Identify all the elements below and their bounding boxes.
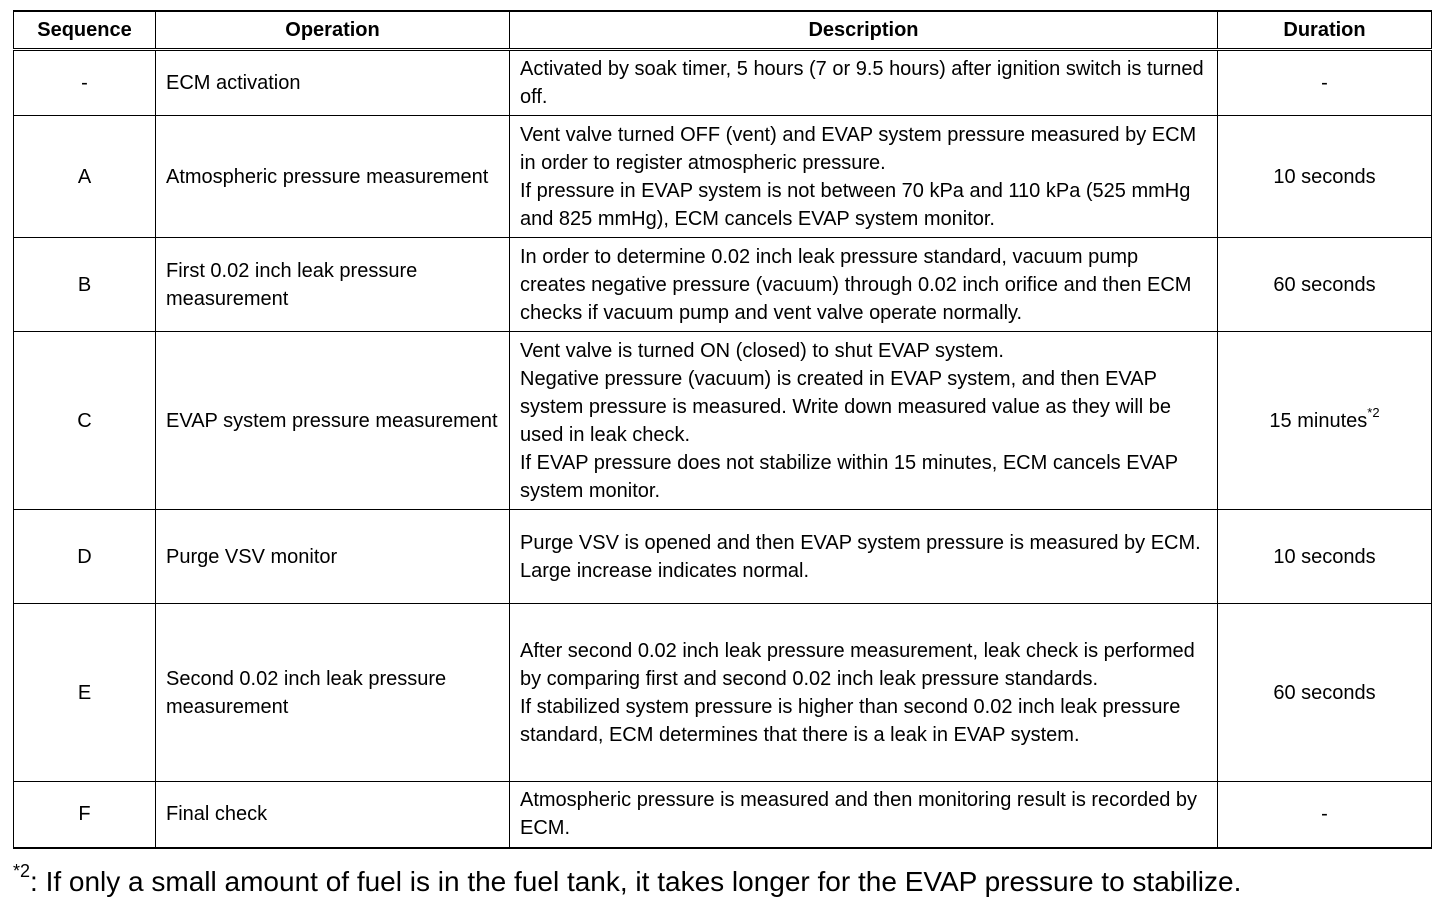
cell-description xyxy=(510,604,1218,782)
description-paragraph: In order to determine 0.02 inch leak pressure standard, vacuum pump creates negative pressure (vacuum) through 0.02 inch orifice and then ECM checks if vacuum pump and vent valve operate normally. xyxy=(520,245,1192,324)
table-row xyxy=(14,604,1432,782)
description-paragraph: If pressure in EVAP system is not between 70 kPa and 110 kPa (525 mmHg and 825 mmHg), ECM cancels EVAP system monitor. xyxy=(520,179,1191,230)
footnote-marker: *2 xyxy=(13,860,31,881)
cell-sequence: D xyxy=(14,510,156,604)
cell-operation: Final check xyxy=(156,782,510,848)
cell-sequence: A xyxy=(14,116,156,238)
cell-sequence: B xyxy=(14,238,156,332)
duration-value: - xyxy=(1321,803,1328,826)
cell-sequence: C xyxy=(14,332,156,510)
table-row xyxy=(14,510,1432,604)
duration-value: 60 seconds xyxy=(1273,681,1376,704)
cell-description xyxy=(510,50,1218,116)
table-row xyxy=(14,50,1432,116)
description-paragraph: Negative pressure (vacuum) is created in EVAP system, and then EVAP system pressure is measured. Write down measured value as they will be used in leak check. xyxy=(520,367,1172,446)
cell-operation: Purge VSV monitor xyxy=(156,510,510,604)
description-paragraph: If stabilized system pressure is higher than second 0.02 inch leak pressure standard, ECM determines that there is a leak in EVAP system. xyxy=(520,695,1181,746)
duration-footnote-ref: *2 xyxy=(1367,404,1380,420)
cell-description xyxy=(510,782,1218,848)
cell-sequence: F xyxy=(14,782,156,848)
description-paragraph: After second 0.02 inch leak pressure measurement, leak check is performed by comparing first and second 0.02 inch leak pressure standards. xyxy=(520,639,1195,690)
footnote-text: : If only a small amount of fuel is in the fuel tank, it takes longer for the EVAP pressure to stabilize. xyxy=(30,866,1242,897)
duration-value: 15 minutes xyxy=(1269,409,1368,432)
table-row xyxy=(14,238,1432,332)
table-row xyxy=(14,332,1432,510)
header-description: Description xyxy=(510,11,1218,50)
description-paragraph: Activated by soak timer, 5 hours (7 or 9.5 hours) after ignition switch is turned off. xyxy=(520,58,1204,108)
duration-value: 10 seconds xyxy=(1273,165,1376,188)
description-paragraph: Large increase indicates normal. xyxy=(520,559,810,582)
evap-monitor-table xyxy=(13,10,1432,849)
duration-value: 60 seconds xyxy=(1273,273,1376,296)
cell-operation: EVAP system pressure measurement xyxy=(156,332,510,510)
cell-description xyxy=(510,238,1218,332)
cell-description xyxy=(510,332,1218,510)
cell-description xyxy=(510,116,1218,238)
description-paragraph: Vent valve is turned ON (closed) to shut EVAP system. xyxy=(520,339,1004,362)
cell-duration xyxy=(1218,782,1432,848)
header-sequence: Sequence xyxy=(14,11,156,50)
cell-duration xyxy=(1218,116,1432,238)
cell-sequence: E xyxy=(14,604,156,782)
cell-sequence: - xyxy=(14,50,156,116)
cell-duration xyxy=(1218,510,1432,604)
cell-operation: First 0.02 inch leak pressure measurement xyxy=(156,238,510,332)
cell-duration xyxy=(1218,50,1432,116)
description-paragraph: If EVAP pressure does not stabilize within 15 minutes, ECM cancels EVAP system monitor. xyxy=(520,451,1178,502)
duration-value: 10 seconds xyxy=(1273,545,1376,568)
description-paragraph: Vent valve turned OFF (vent) and EVAP system pressure measured by ECM in order to register atmospheric pressure. xyxy=(520,123,1197,174)
table-body xyxy=(14,50,1432,848)
table-header-row xyxy=(14,11,1432,50)
header-operation: Operation xyxy=(156,11,510,50)
cell-operation: ECM activation xyxy=(156,50,510,116)
table-row xyxy=(14,782,1432,848)
footnote xyxy=(13,860,1242,898)
evap-monitor-table-container xyxy=(13,10,1431,849)
description-paragraph: Purge VSV is opened and then EVAP system pressure is measured by ECM. xyxy=(520,531,1201,554)
header-duration: Duration xyxy=(1218,11,1432,50)
cell-duration xyxy=(1218,238,1432,332)
cell-duration xyxy=(1218,332,1432,510)
cell-duration xyxy=(1218,604,1432,782)
cell-description xyxy=(510,510,1218,604)
duration-value: - xyxy=(1321,72,1328,94)
table-row xyxy=(14,116,1432,238)
cell-operation: Atmospheric pressure measurement xyxy=(156,116,510,238)
cell-operation: Second 0.02 inch leak pressure measurement xyxy=(156,604,510,782)
description-paragraph: Atmospheric pressure is measured and then monitoring result is recorded by ECM. xyxy=(520,789,1197,840)
